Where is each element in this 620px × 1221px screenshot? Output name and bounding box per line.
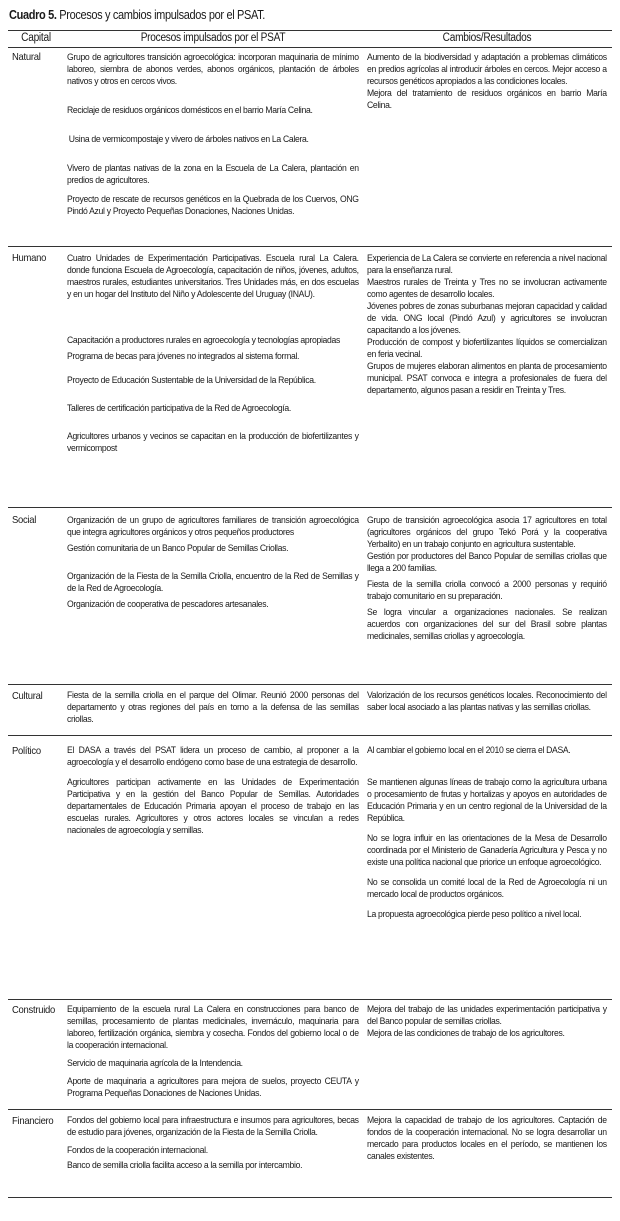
list-item: Jóvenes pobres de zonas suburbanas mejoran capacidad y calidad de vida. ONG local (Pindó Azul) y agricultores se involucran capacitando a los jóvenes. xyxy=(367,301,607,336)
list-item: Agricultores participan activamente en las Unidades de Experimentación Participativa y en la gestión del Banco Popular de Semillas. Autoridades departamentales de Educación Primaria apoyan el proceso de trabajo en las escuelas rurales. Agricultores y otros actores locales se vinculan a redes nacionales de agroecología y semillas. xyxy=(67,777,359,836)
humano-procesos xyxy=(67,253,359,455)
list-item: No se consolida un comité local de la Red de Agroecología ni un mercado local de productos orgánicos. xyxy=(367,877,607,900)
row-label-construido: Construido xyxy=(12,1004,56,1016)
natural-procesos xyxy=(67,52,359,218)
row-divider xyxy=(8,735,612,736)
list-item: Fondos de la cooperación internacional. xyxy=(67,1145,208,1156)
list-item: Al cambiar el gobierno local en el 2010 se cierra el DASA. xyxy=(367,745,571,756)
header-procesos: Procesos impulsados por el PSAT xyxy=(140,32,286,44)
list-item: Gestión por productores del Banco Popular de semillas criollas que llega a 200 familias. xyxy=(367,551,607,574)
row-divider xyxy=(8,684,612,685)
list-item: Grupo de agricultores transición agroecológica: incorporan maquinaria de mínimo laboreo, siembra de abonos verdes, abonos orgánicos, plantación de árboles nativos y otros en cercos vivos. xyxy=(67,52,359,87)
table-top-rule xyxy=(8,30,612,31)
social-procesos xyxy=(67,515,359,611)
list-item: Organización de cooperativa de pescadores artesanales. xyxy=(67,599,269,610)
row-label-humano: Humano xyxy=(12,252,47,264)
list-item: Programa de becas para jóvenes no integrados al sistema formal. xyxy=(67,351,300,362)
list-item: No se logra influir en las orientaciones de la Mesa de Desarrollo coordinada por el Ministerio de Ganadería Agricultura y Pesca y no existe una política nacional que priorice un enfoque agroecológico. xyxy=(367,833,607,868)
row-label-natural: Natural xyxy=(12,51,41,63)
list-item: Capacitación a productores rurales en agroecología y tecnologías apropiadas xyxy=(67,335,341,346)
row-label-cultural: Cultural xyxy=(12,690,43,702)
row-divider xyxy=(8,1109,612,1110)
politico-procesos xyxy=(67,745,359,837)
list-item: Mejora la capacidad de trabajo de los agricultores. Captación de fondos de la cooperación internacional. No se logra desarrollar un mercado para productos locales en el período, se mantienen los canales existentes. xyxy=(367,1115,607,1162)
list-item: Experiencia de La Calera se convierte en referencia a nivel nacional para la enseñanza rural. xyxy=(367,253,607,276)
financiero-cambios xyxy=(367,1115,607,1163)
header-cambios: Cambios/Resultados xyxy=(442,32,532,44)
list-item: Se mantienen algunas líneas de trabajo como la agricultura urbana o procesamiento de frutas y hortalizas y apoyos en autoridades de Educación Primaria y en un centro regional de la Universidad de la República. xyxy=(367,777,607,824)
natural-cambios xyxy=(367,52,607,112)
politico-cambios xyxy=(367,745,607,921)
table-bottom-rule xyxy=(8,1197,612,1198)
list-item: Gestión comunitaria de un Banco Popular de Semillas Criollas. xyxy=(67,543,289,554)
list-item: Vivero de plantas nativas de la zona en la Escuela de La Calera, plantación en predios de agricultores. xyxy=(67,163,359,186)
list-item: Mejora del tratamiento de residuos orgánicos en barrio María Celina. xyxy=(367,88,607,111)
list-item: Agricultores urbanos y vecinos se capacitan en la producción de biofertilizantes y vermicompost xyxy=(67,431,359,454)
list-item: Cuatro Unidades de Experimentación Participativas. Escuela rural La Calera. donde funciona Escuela de Agroecología, capacitación de niños, jóvenes, adultos, maestros rurales, estudiantes universitarios. Tres Unidades más, en dos escuelas y en un hogar del Instituto del Niño y Adolescente del Uruguay (INAU). xyxy=(67,253,359,300)
table-caption xyxy=(9,8,265,22)
list-item: Banco de semilla criolla facilita acceso a la semilla por intercambio. xyxy=(67,1160,303,1171)
list-item: Servicio de maquinaria agrícola de la Intendencia. xyxy=(67,1058,243,1069)
humano-cambios xyxy=(367,253,607,397)
list-item: Equipamiento de la escuela rural La Calera en construcciones para banco de semillas, procesamiento de plantas medicinales, invernáculo, maquinaria para laboreo, fertilización orgánica, siembra y cosecha. Fondos del gobierno local o de la cooperación internacional. xyxy=(67,1004,359,1051)
list-item: Proyecto de Educación Sustentable de la Universidad de la República. xyxy=(67,375,316,386)
construido-cambios xyxy=(367,1004,607,1040)
list-item: Fiesta de la semilla criolla en el parque del Olimar. Reunió 2000 personas del departamento y otras regiones del país en torno a la defensa de las semillas criollas. xyxy=(67,690,359,725)
list-item: Organización de la Fiesta de la Semilla Criolla, encuentro de la Red de Semillas y de la Red de Agroecología. xyxy=(67,571,359,594)
list-item: Proyecto de rescate de recursos genéticos en la Quebrada de los Cuervos, ONG Pindó Azul y Proyecto Pequeñas Donaciones, Naciones Unidas. xyxy=(67,194,359,217)
header-capital: Capital xyxy=(21,32,51,44)
social-cambios xyxy=(367,515,607,643)
row-label-politico: Político xyxy=(12,745,41,757)
list-item: Aumento de la biodiversidad y adaptación a problemas climáticos en predios agrícolas al introducir árboles en cercos. Mejor acceso a recursos genéticos apropiados a las condiciones locales. xyxy=(367,52,607,87)
row-label-social: Social xyxy=(12,514,37,526)
list-item: Organización de un grupo de agricultores familiares de transición agroecológica que integra agricultores orgánicos y otros pequeños productores xyxy=(67,515,359,538)
list-item: Se logra vincular a organizaciones nacionales. Se realizan acuerdos con organizaciones del sur del Brasil sobre plantas medicinales, semillas criollas y agroecología. xyxy=(367,607,607,642)
row-label-financiero: Financiero xyxy=(12,1115,54,1127)
list-item: Maestros rurales de Treinta y Tres no se involucran activamente como agentes de desarrollo locales. xyxy=(367,277,607,300)
list-item: Usina de vermicompostaje y vivero de árboles nativos en La Calera. xyxy=(68,134,309,145)
cultural-cambios xyxy=(367,690,607,714)
list-item: Valorización de los recursos genéticos locales. Reconocimiento del saber local asociado a las plantas nativas y las semillas criollas. xyxy=(367,690,607,713)
list-item: Fondos del gobierno local para infraestructura e insumos para agricultores, becas de estudio para jóvenes, organización de la Fiesta de la Semilla Criolla. xyxy=(67,1115,359,1138)
list-item: Talleres de certificación participativa de la Red de Agroecología. xyxy=(67,403,292,414)
list-item: Grupo de transición agroecológica asocia 17 agricultores en total (agricultores orgánicos del grupo Tekó Porá y la cooperativa Yerbalito) en un trabajo conjunto en agricultura sustentable. xyxy=(367,515,607,550)
list-item: Aporte de maquinaria a agricultores para mejora de suelos, proyecto CEUTA y Programa Pequeñas Donaciones de Naciones Unidas. xyxy=(67,1076,359,1099)
list-item: Reciclaje de residuos orgánicos domésticos en el barrio María Celina. xyxy=(67,105,313,116)
caption-label: Cuadro 5. xyxy=(9,8,57,22)
header-rule xyxy=(8,47,612,48)
row-divider xyxy=(8,246,612,247)
cultural-procesos xyxy=(67,690,359,726)
construido-procesos xyxy=(67,1004,359,1100)
financiero-procesos xyxy=(67,1115,359,1172)
list-item: Mejora del trabajo de las unidades experimentación participativa y del Banco popular de semillas criollas. xyxy=(367,1004,607,1027)
list-item: La propuesta agroecológica pierde peso político a nivel local. xyxy=(367,909,582,920)
row-divider xyxy=(8,999,612,1000)
caption-title: Procesos y cambios impulsados por el PSAT. xyxy=(59,8,266,22)
list-item: El DASA a través del PSAT lidera un proceso de cambio, al proponer a la agroecología y el desarrollo endógeno como base de una estrategia de desarrollo. xyxy=(67,745,359,768)
row-divider xyxy=(8,507,612,508)
list-item: Fiesta de la semilla criolla convocó a 2000 personas y requirió trabajo comunitario en su preparación. xyxy=(367,579,607,602)
list-item: Mejora de las condiciones de trabajo de los agricultores. xyxy=(367,1028,565,1039)
list-item: Grupos de mujeres elaboran alimentos en planta de procesamiento municipal. PSAT convoca e integra a profesionales de fuera del departamento, algunos pasan a residir en Treinta y Tres. xyxy=(367,361,607,396)
list-item: Producción de compost y biofertilizantes líquidos se comercializan en feria vecinal. xyxy=(367,337,607,360)
